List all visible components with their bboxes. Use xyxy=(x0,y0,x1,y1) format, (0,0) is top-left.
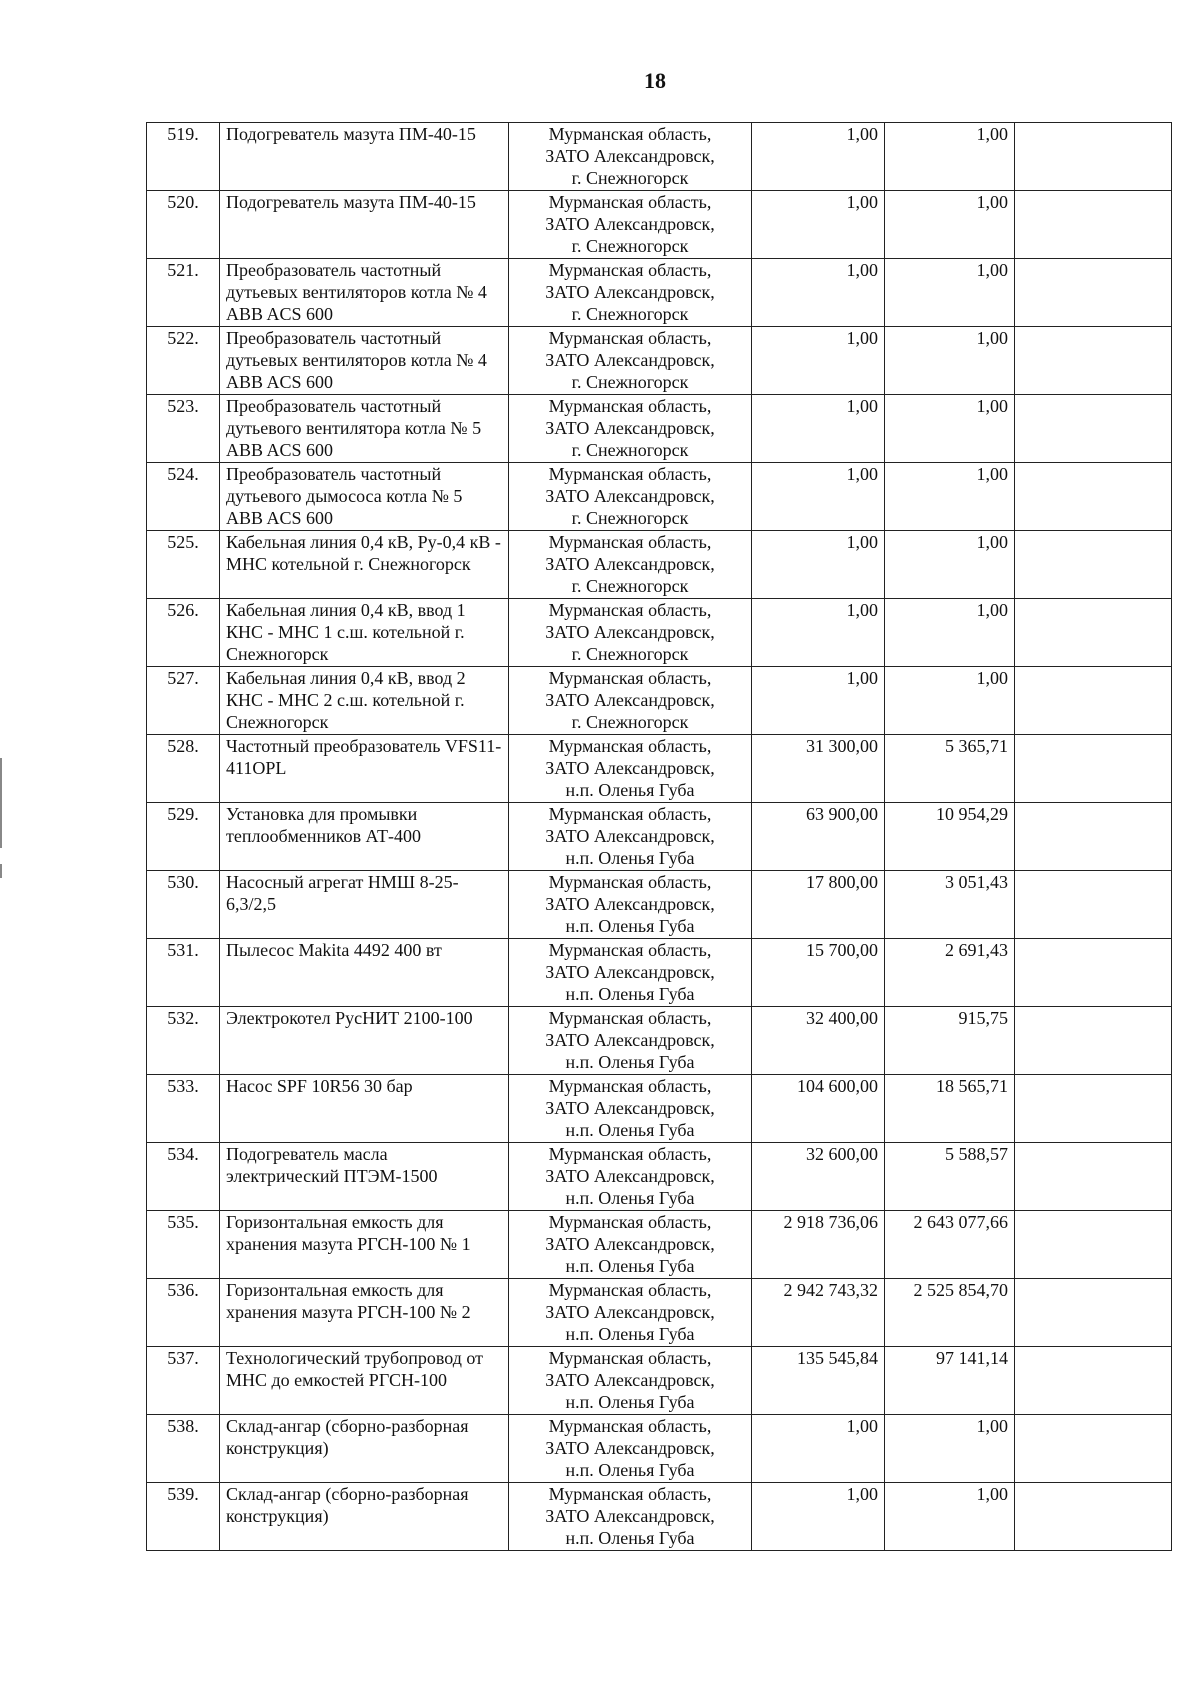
table-row xyxy=(147,123,1172,191)
notes-cell xyxy=(1015,803,1172,871)
address-line: Мурманская область, xyxy=(548,532,712,552)
item-name: Склад-ангар (сборно-разборная конструкция) xyxy=(220,1415,509,1483)
residual-value: 1,00 xyxy=(885,123,1015,191)
residual-value: 1,00 xyxy=(885,531,1015,599)
residual-value: 2 691,43 xyxy=(885,939,1015,1007)
notes-cell xyxy=(1015,327,1172,395)
residual-value: 1,00 xyxy=(885,463,1015,531)
item-address xyxy=(509,1007,752,1075)
balance-value: 17 800,00 xyxy=(752,871,885,939)
residual-value: 10 954,29 xyxy=(885,803,1015,871)
balance-value: 1,00 xyxy=(752,667,885,735)
item-address xyxy=(509,1143,752,1211)
address-line: Мурманская область, xyxy=(548,600,712,620)
item-name: Подогреватель масла электрический ПТЭМ-1500 xyxy=(220,1143,509,1211)
table-row xyxy=(147,395,1172,463)
item-name: Преобразователь частотный дутьевого дымососа котла № 5 ABB ACS 600 xyxy=(220,463,509,531)
notes-cell xyxy=(1015,599,1172,667)
row-number: 534. xyxy=(147,1143,220,1211)
row-number: 522. xyxy=(147,327,220,395)
address-line: г. Снежногорск xyxy=(571,508,689,528)
address-line: н.п. Оленья Губа xyxy=(565,848,695,868)
address-line: г. Снежногорск xyxy=(571,440,689,460)
residual-value: 1,00 xyxy=(885,667,1015,735)
address-line: Мурманская область, xyxy=(548,1212,712,1232)
balance-value: 1,00 xyxy=(752,123,885,191)
residual-value: 2 643 077,66 xyxy=(885,1211,1015,1279)
notes-cell xyxy=(1015,463,1172,531)
address-line: Мурманская область, xyxy=(548,192,712,212)
item-address xyxy=(509,939,752,1007)
row-number: 528. xyxy=(147,735,220,803)
address-line: Мурманская область, xyxy=(548,940,712,960)
table-row xyxy=(147,939,1172,1007)
item-name: Технологический трубопровод от МНС до емкостей РГСН-100 xyxy=(220,1347,509,1415)
address-line: ЗАТО Александровск, xyxy=(545,214,715,234)
balance-value: 1,00 xyxy=(752,599,885,667)
balance-value: 32 400,00 xyxy=(752,1007,885,1075)
table-row xyxy=(147,803,1172,871)
item-address xyxy=(509,123,752,191)
row-number: 519. xyxy=(147,123,220,191)
residual-value: 1,00 xyxy=(885,1415,1015,1483)
address-line: ЗАТО Александровск, xyxy=(545,1370,715,1390)
item-name: Подогреватель мазута ПМ-40-15 xyxy=(220,123,509,191)
table-row xyxy=(147,871,1172,939)
table-row xyxy=(147,463,1172,531)
item-address xyxy=(509,1279,752,1347)
address-line: ЗАТО Александровск, xyxy=(545,1302,715,1322)
address-line: ЗАТО Александровск, xyxy=(545,1166,715,1186)
table-row xyxy=(147,259,1172,327)
item-address xyxy=(509,327,752,395)
item-name: Подогреватель мазута ПМ-40-15 xyxy=(220,191,509,259)
page-number: 18 xyxy=(644,68,666,93)
item-name: Кабельная линия 0,4 кВ, ввод 1 КНС - МНС 1 с.ш. котельной г. Снежногорск xyxy=(220,599,509,667)
row-number: 532. xyxy=(147,1007,220,1075)
address-line: Мурманская область, xyxy=(548,1144,712,1164)
notes-cell xyxy=(1015,1279,1172,1347)
address-line: Мурманская область, xyxy=(548,1008,712,1028)
balance-value: 1,00 xyxy=(752,531,885,599)
table-row xyxy=(147,667,1172,735)
table-row xyxy=(147,327,1172,395)
row-number: 520. xyxy=(147,191,220,259)
notes-cell xyxy=(1015,1143,1172,1211)
item-address xyxy=(509,395,752,463)
balance-value: 1,00 xyxy=(752,191,885,259)
residual-value: 1,00 xyxy=(885,191,1015,259)
notes-cell xyxy=(1015,531,1172,599)
address-line: н.п. Оленья Губа xyxy=(565,1256,695,1276)
item-address xyxy=(509,735,752,803)
item-address xyxy=(509,1347,752,1415)
address-line: н.п. Оленья Губа xyxy=(565,1188,695,1208)
item-address xyxy=(509,1415,752,1483)
balance-value: 104 600,00 xyxy=(752,1075,885,1143)
item-address xyxy=(509,667,752,735)
row-number: 537. xyxy=(147,1347,220,1415)
address-line: Мурманская область, xyxy=(548,1076,712,1096)
table-row xyxy=(147,1007,1172,1075)
address-line: Мурманская область, xyxy=(548,464,712,484)
item-address xyxy=(509,191,752,259)
address-line: н.п. Оленья Губа xyxy=(565,1120,695,1140)
residual-value: 5 588,57 xyxy=(885,1143,1015,1211)
item-name: Преобразователь частотный дутьевых вентиляторов котла № 4 ABB ACS 600 xyxy=(220,259,509,327)
address-line: н.п. Оленья Губа xyxy=(565,916,695,936)
table-row xyxy=(147,1211,1172,1279)
address-line: ЗАТО Александровск, xyxy=(545,146,715,166)
balance-value: 1,00 xyxy=(752,1483,885,1551)
address-line: г. Снежногорск xyxy=(571,168,689,188)
balance-value: 1,00 xyxy=(752,327,885,395)
row-number: 529. xyxy=(147,803,220,871)
address-line: ЗАТО Александровск, xyxy=(545,962,715,982)
item-name: Установка для промывки теплообменников АТ-400 xyxy=(220,803,509,871)
address-line: Мурманская область, xyxy=(548,1348,712,1368)
item-name: Горизонтальная емкость для хранения мазута РГСН-100 № 1 xyxy=(220,1211,509,1279)
row-number: 526. xyxy=(147,599,220,667)
item-address xyxy=(509,531,752,599)
row-number: 536. xyxy=(147,1279,220,1347)
address-line: ЗАТО Александровск, xyxy=(545,1030,715,1050)
address-line: г. Снежногорск xyxy=(571,712,689,732)
residual-value: 18 565,71 xyxy=(885,1075,1015,1143)
item-name: Пылесос Makita 4492 400 вт xyxy=(220,939,509,1007)
address-line: ЗАТО Александровск, xyxy=(545,758,715,778)
notes-cell xyxy=(1015,735,1172,803)
scan-edge-mark xyxy=(0,864,2,878)
residual-value: 2 525 854,70 xyxy=(885,1279,1015,1347)
residual-value: 1,00 xyxy=(885,259,1015,327)
notes-cell xyxy=(1015,667,1172,735)
balance-value: 1,00 xyxy=(752,463,885,531)
notes-cell xyxy=(1015,1007,1172,1075)
item-address xyxy=(509,1483,752,1551)
row-number: 539. xyxy=(147,1483,220,1551)
address-line: Мурманская область, xyxy=(548,804,712,824)
address-line: г. Снежногорск xyxy=(571,304,689,324)
table-row xyxy=(147,1483,1172,1551)
item-name: Горизонтальная емкость для хранения мазута РГСН-100 № 2 xyxy=(220,1279,509,1347)
address-line: ЗАТО Александровск, xyxy=(545,282,715,302)
scan-edge-mark xyxy=(0,758,2,848)
residual-value: 3 051,43 xyxy=(885,871,1015,939)
table-row xyxy=(147,1075,1172,1143)
address-line: н.п. Оленья Губа xyxy=(565,1528,695,1548)
notes-cell xyxy=(1015,191,1172,259)
notes-cell xyxy=(1015,1347,1172,1415)
item-name: Насосный агрегат НМШ 8-25-6,3/2,5 xyxy=(220,871,509,939)
notes-cell xyxy=(1015,1211,1172,1279)
address-line: ЗАТО Александровск, xyxy=(545,1234,715,1254)
balance-value: 1,00 xyxy=(752,395,885,463)
address-line: Мурманская область, xyxy=(548,260,712,280)
notes-cell xyxy=(1015,259,1172,327)
row-number: 527. xyxy=(147,667,220,735)
residual-value: 1,00 xyxy=(885,1483,1015,1551)
address-line: Мурманская область, xyxy=(548,736,712,756)
notes-cell xyxy=(1015,1483,1172,1551)
table-row xyxy=(147,735,1172,803)
table-row xyxy=(147,531,1172,599)
residual-value: 1,00 xyxy=(885,327,1015,395)
address-line: г. Снежногорск xyxy=(571,644,689,664)
notes-cell xyxy=(1015,871,1172,939)
item-name: Кабельная линия 0,4 кВ, Ру-0,4 кВ - МНС котельной г. Снежногорск xyxy=(220,531,509,599)
residual-value: 915,75 xyxy=(885,1007,1015,1075)
address-line: ЗАТО Александровск, xyxy=(545,690,715,710)
address-line: г. Снежногорск xyxy=(571,372,689,392)
row-number: 530. xyxy=(147,871,220,939)
address-line: ЗАТО Александровск, xyxy=(545,1506,715,1526)
address-line: Мурманская область, xyxy=(548,328,712,348)
table-row xyxy=(147,599,1172,667)
address-line: ЗАТО Александровск, xyxy=(545,1438,715,1458)
address-line: Мурманская область, xyxy=(548,1280,712,1300)
address-line: н.п. Оленья Губа xyxy=(565,984,695,1004)
address-line: ЗАТО Александровск, xyxy=(545,826,715,846)
table-row xyxy=(147,191,1172,259)
table-row xyxy=(147,1143,1172,1211)
address-line: Мурманская область, xyxy=(548,668,712,688)
residual-value: 1,00 xyxy=(885,395,1015,463)
balance-value: 2 918 736,06 xyxy=(752,1211,885,1279)
item-address xyxy=(509,1075,752,1143)
residual-value: 97 141,14 xyxy=(885,1347,1015,1415)
address-line: н.п. Оленья Губа xyxy=(565,1052,695,1072)
property-registry-table xyxy=(146,122,1172,1551)
address-line: ЗАТО Александровск, xyxy=(545,418,715,438)
balance-value: 15 700,00 xyxy=(752,939,885,1007)
address-line: Мурманская область, xyxy=(548,396,712,416)
address-line: ЗАТО Александровск, xyxy=(545,894,715,914)
notes-cell xyxy=(1015,939,1172,1007)
item-address xyxy=(509,463,752,531)
address-line: н.п. Оленья Губа xyxy=(565,1460,695,1480)
notes-cell xyxy=(1015,395,1172,463)
address-line: ЗАТО Александровск, xyxy=(545,622,715,642)
row-number: 538. xyxy=(147,1415,220,1483)
address-line: н.п. Оленья Губа xyxy=(565,1324,695,1344)
balance-value: 135 545,84 xyxy=(752,1347,885,1415)
item-address xyxy=(509,871,752,939)
item-name: Преобразователь частотный дутьевого вентилятора котла № 5 ABB ACS 600 xyxy=(220,395,509,463)
item-address xyxy=(509,803,752,871)
row-number: 535. xyxy=(147,1211,220,1279)
table-row xyxy=(147,1279,1172,1347)
notes-cell xyxy=(1015,123,1172,191)
balance-value: 63 900,00 xyxy=(752,803,885,871)
notes-cell xyxy=(1015,1415,1172,1483)
address-line: ЗАТО Александровск, xyxy=(545,486,715,506)
balance-value: 32 600,00 xyxy=(752,1143,885,1211)
row-number: 531. xyxy=(147,939,220,1007)
item-name: Насос SPF 10R56 30 бар xyxy=(220,1075,509,1143)
item-name: Электрокотел РусНИТ 2100-100 xyxy=(220,1007,509,1075)
item-address xyxy=(509,1211,752,1279)
notes-cell xyxy=(1015,1075,1172,1143)
table-row xyxy=(147,1415,1172,1483)
table-row xyxy=(147,1347,1172,1415)
address-line: ЗАТО Александровск, xyxy=(545,554,715,574)
address-line: г. Снежногорск xyxy=(571,576,689,596)
address-line: г. Снежногорск xyxy=(571,236,689,256)
address-line: Мурманская область, xyxy=(548,872,712,892)
address-line: Мурманская область, xyxy=(548,124,712,144)
row-number: 533. xyxy=(147,1075,220,1143)
address-line: н.п. Оленья Губа xyxy=(565,780,695,800)
row-number: 521. xyxy=(147,259,220,327)
balance-value: 1,00 xyxy=(752,259,885,327)
item-name: Частотный преобразователь VFS11-411OPL xyxy=(220,735,509,803)
item-name: Преобразователь частотный дутьевых вентиляторов котла № 4 ABB ACS 600 xyxy=(220,327,509,395)
balance-value: 31 300,00 xyxy=(752,735,885,803)
row-number: 523. xyxy=(147,395,220,463)
address-line: Мурманская область, xyxy=(548,1416,712,1436)
balance-value: 1,00 xyxy=(752,1415,885,1483)
address-line: ЗАТО Александровск, xyxy=(545,350,715,370)
address-line: Мурманская область, xyxy=(548,1484,712,1504)
address-line: ЗАТО Александровск, xyxy=(545,1098,715,1118)
row-number: 524. xyxy=(147,463,220,531)
registry-body xyxy=(147,123,1172,1551)
row-number: 525. xyxy=(147,531,220,599)
balance-value: 2 942 743,32 xyxy=(752,1279,885,1347)
residual-value: 1,00 xyxy=(885,599,1015,667)
residual-value: 5 365,71 xyxy=(885,735,1015,803)
item-address xyxy=(509,599,752,667)
item-address xyxy=(509,259,752,327)
item-name: Кабельная линия 0,4 кВ, ввод 2 КНС - МНС 2 с.ш. котельной г. Снежногорск xyxy=(220,667,509,735)
address-line: н.п. Оленья Губа xyxy=(565,1392,695,1412)
item-name: Склад-ангар (сборно-разборная конструкция) xyxy=(220,1483,509,1551)
